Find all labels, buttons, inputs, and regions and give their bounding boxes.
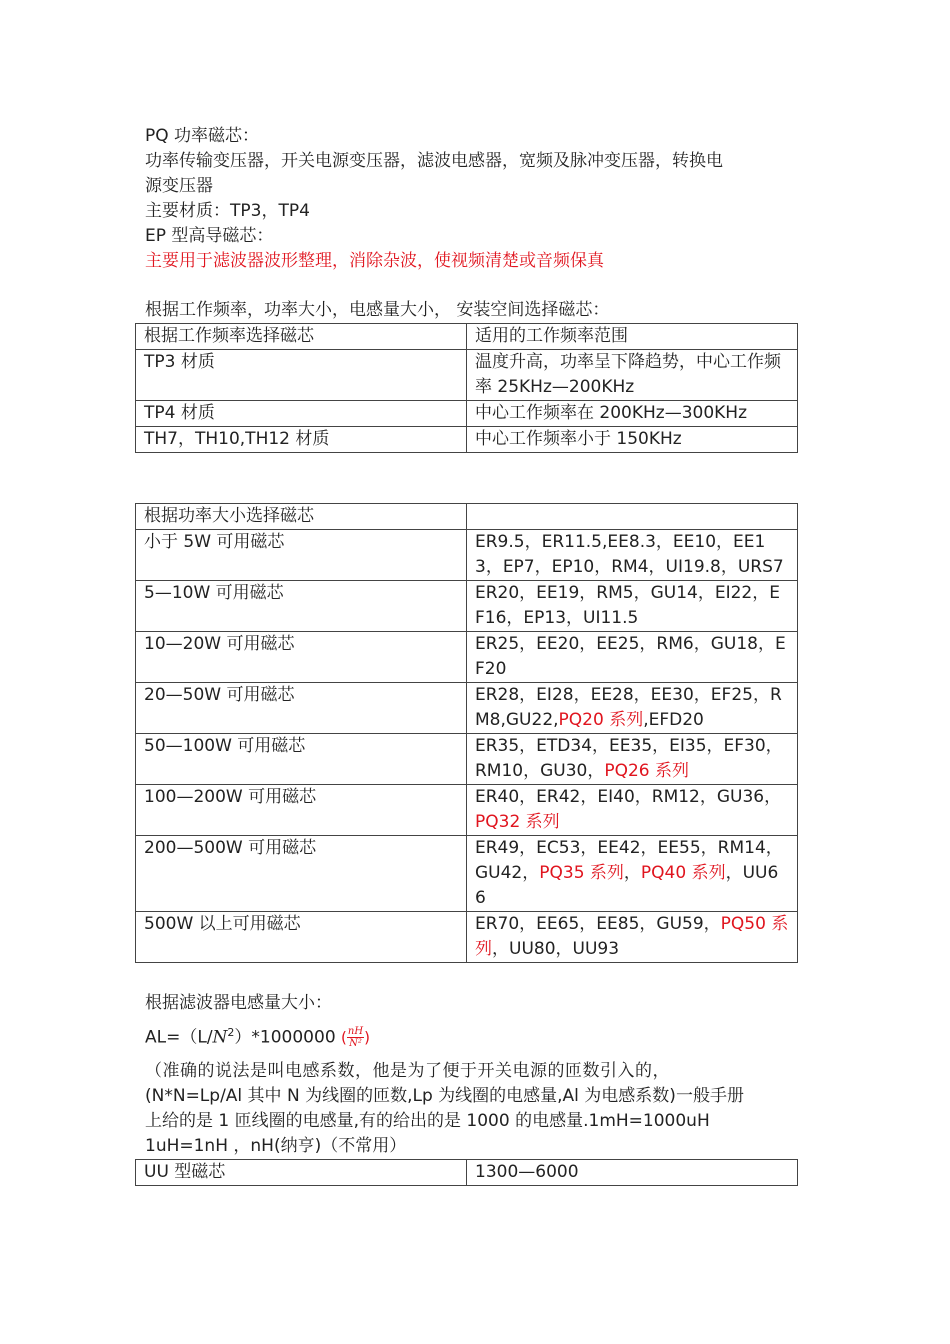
core-list: ER20，EE19，RM5，GU14，EI22，EF16，EP13，UI11.5: [475, 583, 780, 628]
core-list: ER35，ETD34，EE35，EI35，EF30，RM10，GU30，: [475, 736, 783, 781]
table-cell: 中心工作频率在 200KHz—300KHz: [467, 401, 798, 427]
table-row: [136, 581, 798, 632]
pq-material: 主要材质：TP3，TP4: [145, 201, 310, 221]
table-row: [136, 734, 798, 785]
table-row: [136, 912, 798, 963]
table-row: [136, 427, 798, 453]
table-cell: TP3 材质: [136, 350, 467, 401]
table-cell: 小于 5W 可用磁芯: [136, 530, 467, 581]
table-cell: 10—20W 可用磁芯: [136, 632, 467, 683]
highlight-series: PQ32 系列: [475, 812, 560, 832]
table-row: [136, 683, 798, 734]
highlight-series: PQ35 系列: [539, 863, 624, 883]
pq-title: PQ 功率磁芯：: [145, 126, 260, 146]
table-cell: TH7，TH10,TH12 材质: [136, 427, 467, 453]
ep-desc: 主要用于滤波器波形整理，消除杂波，使视频清楚或音频保真: [145, 251, 604, 271]
table-cell: [467, 530, 798, 581]
freq-heading: 根据工作频率，功率大小，电感量大小， 安装空间选择磁芯：: [145, 300, 610, 320]
note-line-2: (N*N=Lp/Al 其中 N 为线圈的匝数,Lp 为线圈的电感量,Al 为电感系数)一般手册: [145, 1085, 744, 1106]
table-cell: [467, 785, 798, 836]
al-formula: [145, 1020, 807, 1051]
highlight-series: PQ20 系列: [558, 710, 644, 730]
table-cell: [467, 581, 798, 632]
table-cell: [467, 734, 798, 785]
table-cell: [467, 632, 798, 683]
pq-desc-1: 功率传输变压器，开关电源变压器，滤波电感器，宽频及脉冲变压器，转换电: [145, 151, 723, 171]
highlight-series-2: PQ40 系列: [640, 863, 726, 883]
table-cell: 适用的工作频率范围: [467, 324, 798, 350]
document-page: [145, 0, 807, 1186]
core-list: ER25，EE20，EE25，RM6，GU18，EF20: [475, 634, 786, 679]
freq-table: [135, 323, 798, 453]
table-row: [136, 530, 798, 581]
table-cell: [467, 683, 798, 734]
table-cell: 1300—6000: [467, 1159, 798, 1185]
table-cell: TP4 材质: [136, 401, 467, 427]
formula-prefix: AL=（L/: [145, 1027, 213, 1048]
table-cell: [467, 912, 798, 963]
core-list: ER49，EC53，EE42，EE55，RM14，GU42，: [475, 838, 783, 883]
table-cell: 5—10W 可用磁芯: [136, 581, 467, 632]
table-cell: [467, 836, 798, 912]
note-line-4: 1uH=1nH ，nH(纳亨)（不常用）: [145, 1135, 407, 1156]
formula-exp: 2: [227, 1026, 235, 1039]
unit-paren-close: ): [364, 1028, 370, 1047]
ep-title: EP 型高导磁芯：: [145, 226, 274, 246]
table-row: [136, 324, 798, 350]
table-cell: 200—500W 可用磁芯: [136, 836, 467, 912]
table-cell: 根据功率大小选择磁芯: [136, 504, 467, 530]
table-cell: 100—200W 可用磁芯: [136, 785, 467, 836]
power-table: [135, 503, 798, 963]
unit-numerator: nH: [347, 1026, 364, 1038]
unit-fraction: [347, 1026, 364, 1049]
note-line-3: 上给的是 1 匝线圈的电感量,有的给出的是 1000 的电感量.1mH=1000uH: [145, 1110, 710, 1131]
separator: ，: [623, 863, 641, 883]
table-row: [136, 350, 798, 401]
table-cell: 温度升高，功率呈下降趋势，中心工作频率 25KHz—200KHz: [467, 350, 798, 401]
table-row: [136, 836, 798, 912]
table-row: [136, 785, 798, 836]
core-list-tail: ,EFD20: [643, 710, 704, 730]
table-row: [136, 401, 798, 427]
unit-denominator: N²: [349, 1038, 362, 1050]
filter-heading: 根据滤波器电感量大小：: [145, 993, 332, 1013]
table-row: [136, 632, 798, 683]
table-cell: 50—100W 可用磁芯: [136, 734, 467, 785]
core-list: ER28，EI28，EE28，EE30，EF25，RM8,GU22,: [475, 685, 782, 730]
highlight-series: PQ26 系列: [604, 761, 690, 781]
core-list-tail: ，UU80，UU93: [492, 939, 620, 959]
table-cell: 20—50W 可用磁芯: [136, 683, 467, 734]
table-cell: 根据工作频率选择磁芯: [136, 324, 467, 350]
core-list-tail: ，UU66: [475, 863, 779, 908]
core-list: ER40，ER42，EI40，RM12，GU36，: [475, 787, 782, 807]
table-cell: UU 型磁芯: [136, 1159, 467, 1185]
formula-n: N: [212, 1027, 228, 1048]
table-row: [136, 504, 798, 530]
note-line-1: （准确的说法是叫电感系数，他是为了便于开关电源的匝数引入的，: [145, 1060, 670, 1081]
pq-desc-2: 源变压器: [145, 176, 213, 196]
uu-table: [135, 1159, 798, 1186]
table-cell: [467, 504, 798, 530]
table-cell: 中心工作频率小于 150KHz: [467, 427, 798, 453]
core-list: ER70，EE65，EE85，GU59，: [475, 914, 721, 934]
core-list: ER9.5，ER11.5,EE8.3，EE10，EE13，EP7，EP10，RM4，UI19.8，URS7: [475, 532, 784, 577]
table-cell: 500W 以上可用磁芯: [136, 912, 467, 963]
table-row: [136, 1159, 798, 1185]
unit-paren-open: (: [341, 1028, 347, 1047]
highlight-series: PQ50 系列: [475, 914, 789, 959]
formula-suffix: ）*1000000: [234, 1027, 336, 1048]
